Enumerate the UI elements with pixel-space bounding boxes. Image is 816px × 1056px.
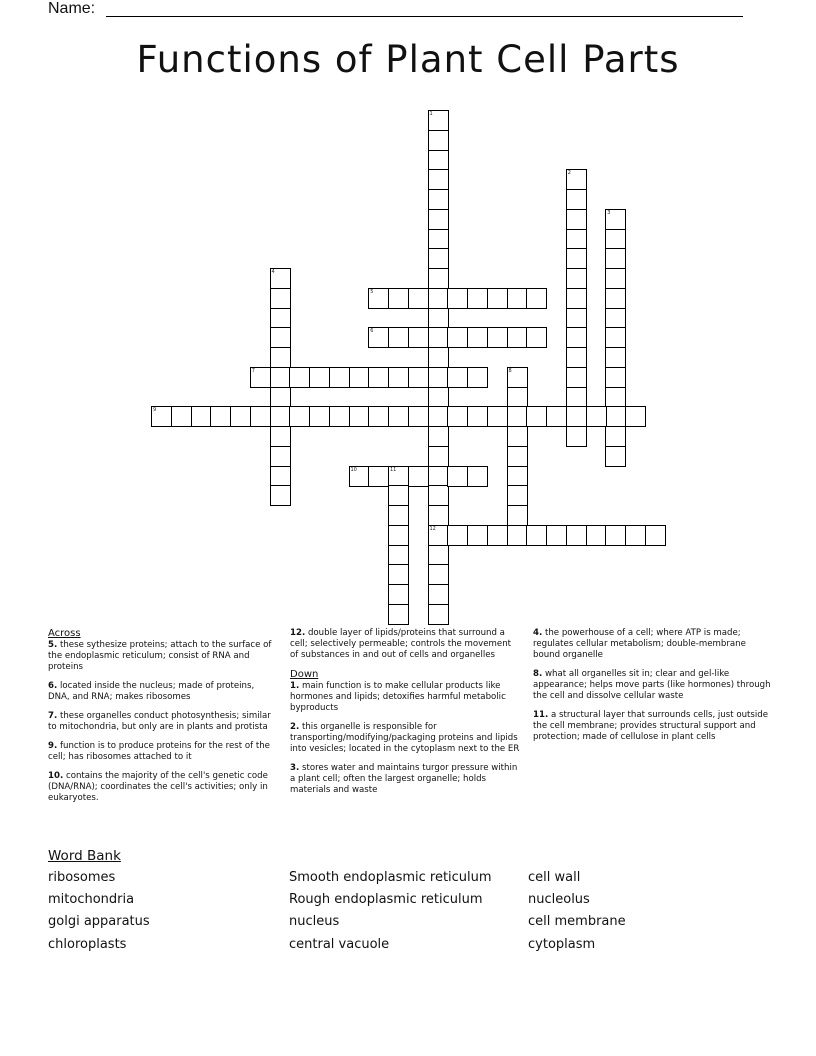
- crossword-cell[interactable]: [428, 189, 449, 210]
- word-bank-item: cytoplasm: [528, 937, 596, 952]
- crossword-cell[interactable]: [605, 525, 626, 546]
- across-heading: Across: [48, 628, 81, 639]
- crossword-cell[interactable]: [605, 367, 626, 388]
- crossword-cell[interactable]: [447, 525, 468, 546]
- clue-number-label: 4: [271, 269, 275, 275]
- crossword-cell[interactable]: [388, 505, 409, 526]
- crossword-cell[interactable]: [625, 406, 646, 427]
- clue-number-label: 8: [508, 367, 512, 374]
- crossword-cell[interactable]: [270, 485, 291, 506]
- crossword-cell[interactable]: [487, 327, 508, 348]
- crossword-cell[interactable]: [566, 189, 587, 210]
- crossword-cell[interactable]: [428, 268, 449, 289]
- crossword-cell[interactable]: [507, 387, 528, 408]
- crossword-cell[interactable]: [408, 367, 429, 388]
- crossword-cell[interactable]: [388, 604, 409, 625]
- crossword-cell[interactable]: [368, 288, 389, 309]
- crossword-cell[interactable]: [467, 327, 488, 348]
- crossword-cell[interactable]: [230, 406, 251, 427]
- clue-down-11: 11. a structural layer that surrounds cells, just outside the cell membrane; provides structural support and protection; made of cellulose in plant cells: [533, 710, 769, 742]
- crossword-cell[interactable]: [467, 525, 488, 546]
- crossword-cell[interactable]: [605, 446, 626, 467]
- crossword-cell[interactable]: [250, 406, 271, 427]
- crossword-cell[interactable]: [605, 268, 626, 289]
- crossword-cell[interactable]: [546, 525, 567, 546]
- crossword-cell[interactable]: [368, 406, 389, 427]
- word-bank-item: mitochondria: [48, 892, 135, 907]
- crossword-cell[interactable]: [309, 367, 330, 388]
- crossword-cell[interactable]: [408, 406, 429, 427]
- crossword-cell[interactable]: [447, 406, 468, 427]
- crossword-cell[interactable]: [507, 525, 528, 546]
- crossword-cell[interactable]: [191, 406, 212, 427]
- crossword-cell[interactable]: [329, 406, 350, 427]
- clues-column-3: [533, 628, 773, 751]
- crossword-cell[interactable]: [605, 387, 626, 408]
- word-bank-item: Smooth endoplasmic reticulum: [289, 870, 492, 885]
- crossword-cell[interactable]: [428, 584, 449, 605]
- crossword-cell[interactable]: [447, 466, 468, 487]
- clue-number-label: 2: [567, 170, 571, 177]
- clues-column-1: [48, 628, 276, 812]
- crossword-cell[interactable]: [605, 308, 626, 329]
- word-bank-item: golgi apparatus: [48, 914, 150, 929]
- crossword-cell[interactable]: [388, 466, 409, 487]
- crossword-cell[interactable]: [210, 406, 231, 427]
- clue-down-4: 4. the powerhouse of a cell; where ATP is made; regulates cellular metabolism; double-membrane bound organelle: [533, 628, 746, 660]
- crossword-cell[interactable]: [566, 426, 587, 447]
- crossword-cell[interactable]: [526, 327, 547, 348]
- crossword-cell[interactable]: [270, 347, 291, 368]
- crossword-cell[interactable]: [270, 426, 291, 447]
- crossword-cell[interactable]: [408, 327, 429, 348]
- crossword-cell[interactable]: [566, 248, 587, 269]
- clue-across-5: 5. these sythesize proteins; attach to the surface of the endoplasmic reticulum; consist of RNA and proteins: [48, 640, 272, 672]
- crossword-cell[interactable]: [487, 406, 508, 427]
- word-bank-item: nucleus: [289, 914, 340, 929]
- clue-number-label: 5: [370, 288, 374, 295]
- crossword-cell[interactable]: [566, 367, 587, 388]
- crossword-cell[interactable]: [368, 367, 389, 388]
- crossword-cell[interactable]: [526, 288, 547, 309]
- crossword-cell[interactable]: [605, 209, 626, 230]
- crossword-cell[interactable]: [507, 505, 528, 526]
- crossword-cell[interactable]: [605, 229, 626, 250]
- crossword-cell[interactable]: [605, 347, 626, 368]
- crossword-cell[interactable]: [428, 347, 449, 368]
- crossword-cell[interactable]: [467, 367, 488, 388]
- clue-number-label: 3: [607, 209, 611, 216]
- crossword-cell[interactable]: [566, 288, 587, 309]
- clue-across-10: 10. contains the majority of the cell's genetic code (DNA/RNA); coordinates the cell's activities; only in eukaryotes.: [48, 771, 268, 803]
- crossword-cell[interactable]: [428, 545, 449, 566]
- clue-number-label: 6: [370, 328, 374, 335]
- crossword-cell[interactable]: [566, 347, 587, 368]
- crossword-cell[interactable]: [428, 169, 449, 190]
- crossword-cell[interactable]: [368, 466, 389, 487]
- crossword-cell[interactable]: [388, 288, 409, 309]
- clue-number-label: 11: [390, 466, 397, 473]
- crossword-cell[interactable]: [566, 308, 587, 329]
- clue-down-3: 3. stores water and maintains turgor pressure within a plant cell; often the largest organelle; holds materials and waste: [290, 763, 518, 795]
- crossword-cell[interactable]: [388, 485, 409, 506]
- down-heading: Down: [290, 669, 319, 680]
- crossword-cell[interactable]: [388, 525, 409, 546]
- crossword-cell[interactable]: [349, 367, 370, 388]
- crossword-cell[interactable]: [349, 466, 370, 487]
- crossword-cell[interactable]: [566, 387, 587, 408]
- crossword-cell[interactable]: [566, 209, 587, 230]
- crossword-cell[interactable]: [428, 426, 449, 447]
- crossword-cell[interactable]: [408, 466, 429, 487]
- word-bank-item: ribosomes: [48, 870, 116, 885]
- crossword-cell[interactable]: [586, 525, 607, 546]
- clue-down-2: 2. this organelle is responsible for transporting/modifying/packaging proteins and lipids into vesicles; located in the cytoplasm next to the ER: [290, 722, 520, 754]
- crossword-cell[interactable]: [270, 288, 291, 309]
- crossword-cell[interactable]: [507, 466, 528, 487]
- crossword-cell[interactable]: [270, 446, 291, 467]
- clue-across-9: 9. function is to produce proteins for the rest of the cell; has ribosomes attached to it: [48, 741, 270, 762]
- crossword-cell[interactable]: [270, 308, 291, 329]
- word-bank-title: Word Bank: [48, 848, 121, 864]
- crossword-cell[interactable]: [605, 327, 626, 348]
- crossword-cell[interactable]: [566, 525, 587, 546]
- crossword-cell[interactable]: [428, 485, 449, 506]
- crossword-cell[interactable]: [289, 367, 310, 388]
- crossword-cell[interactable]: [566, 229, 587, 250]
- crossword-cell[interactable]: [507, 327, 528, 348]
- crossword-cell[interactable]: [566, 268, 587, 289]
- crossword-cell[interactable]: [388, 545, 409, 566]
- clue-across-12: 12. double layer of lipids/proteins that surround a cell; selectively permeable; controls the movement of substances in and out of cells and organelles: [290, 628, 512, 660]
- crossword-cell[interactable]: [526, 525, 547, 546]
- crossword-cell[interactable]: [428, 604, 449, 625]
- crossword-cell[interactable]: [428, 505, 449, 526]
- crossword-cell[interactable]: [171, 406, 192, 427]
- crossword-cell[interactable]: [428, 130, 449, 151]
- crossword-cell[interactable]: [329, 367, 350, 388]
- crossword-cell[interactable]: [289, 406, 310, 427]
- crossword-cell[interactable]: [447, 367, 468, 388]
- crossword-cell[interactable]: [270, 406, 291, 427]
- crossword-cell[interactable]: [250, 367, 271, 388]
- word-bank-item: Rough endoplasmic reticulum: [289, 892, 483, 907]
- crossword-cell[interactable]: [447, 288, 468, 309]
- crossword-cell[interactable]: [388, 584, 409, 605]
- crossword-cell[interactable]: [270, 327, 291, 348]
- page-title: Functions of Plant Cell Parts: [136, 38, 680, 81]
- crossword-cell[interactable]: [428, 150, 449, 171]
- crossword-cell[interactable]: [467, 466, 488, 487]
- crossword-cell[interactable]: [507, 288, 528, 309]
- clue-number-label: 10: [350, 466, 357, 473]
- crossword-cell[interactable]: [388, 406, 409, 427]
- crossword-cell[interactable]: [428, 564, 449, 585]
- crossword-cell[interactable]: [349, 406, 370, 427]
- crossword-cell[interactable]: [428, 525, 449, 546]
- crossword-cell[interactable]: [270, 367, 291, 388]
- crossword-cell[interactable]: [566, 169, 587, 190]
- crossword-cell[interactable]: [645, 525, 666, 546]
- crossword-cell[interactable]: [605, 406, 626, 427]
- crossword-cell[interactable]: [507, 426, 528, 447]
- crossword-cell[interactable]: [428, 209, 449, 230]
- clues-column-2: [290, 628, 520, 804]
- crossword-cell[interactable]: [309, 406, 330, 427]
- crossword-cell[interactable]: [428, 308, 449, 329]
- crossword-cell[interactable]: [586, 406, 607, 427]
- crossword-cell[interactable]: [388, 327, 409, 348]
- crossword-cell[interactable]: [546, 406, 567, 427]
- crossword-cell[interactable]: [428, 288, 449, 309]
- crossword-cell[interactable]: [408, 288, 429, 309]
- clue-number-label: 9: [153, 407, 157, 414]
- crossword-cell[interactable]: [428, 110, 449, 131]
- word-bank-item: nucleolus: [528, 892, 590, 907]
- crossword-cell[interactable]: [487, 525, 508, 546]
- crossword-cell[interactable]: [270, 387, 291, 408]
- word-bank-item: cell membrane: [528, 914, 626, 929]
- clue-across-7: 7. these organelles conduct photosynthesis; similar to mitochondria, but only are in plants and protista: [48, 711, 271, 732]
- crossword-cell[interactable]: [467, 406, 488, 427]
- crossword-cell[interactable]: [428, 367, 449, 388]
- crossword-cell[interactable]: [428, 466, 449, 487]
- crossword-cell[interactable]: [428, 248, 449, 269]
- crossword-cell[interactable]: [270, 268, 291, 289]
- crossword-cell[interactable]: [151, 406, 172, 427]
- word-bank-item: cell wall: [528, 870, 581, 885]
- crossword-cell[interactable]: [566, 406, 587, 427]
- clue-across-6: 6. located inside the nucleus; made of proteins, DNA, and RNA; makes ribosomes: [48, 681, 255, 702]
- crossword-cell[interactable]: [507, 446, 528, 467]
- crossword-cell[interactable]: [368, 327, 389, 348]
- crossword-cell[interactable]: [605, 426, 626, 447]
- clue-number-label: 7: [251, 367, 255, 374]
- word-bank-item: central vacuole: [289, 937, 390, 952]
- crossword-cell[interactable]: [507, 406, 528, 427]
- clue-down-8: 8. what all organelles sit in; clear and gel-like appearance; helps move parts (like hormones) through the cell and dissolve cellular waste: [533, 669, 771, 701]
- crossword-cell[interactable]: [428, 446, 449, 467]
- crossword-cell[interactable]: [507, 367, 528, 388]
- crossword-cell[interactable]: [447, 327, 468, 348]
- clue-number-label: 12: [429, 525, 436, 532]
- crossword-cell[interactable]: [566, 327, 587, 348]
- name-label: Name:: [48, 0, 96, 17]
- crossword-cell[interactable]: [625, 525, 646, 546]
- crossword-cell[interactable]: [467, 288, 488, 309]
- crossword-cell[interactable]: [428, 406, 449, 427]
- word-bank-item: chloroplasts: [48, 937, 127, 952]
- crossword-cell[interactable]: [605, 288, 626, 309]
- crossword-cell[interactable]: [605, 248, 626, 269]
- crossword-cell[interactable]: [428, 387, 449, 408]
- crossword-cell[interactable]: [270, 466, 291, 487]
- crossword-cell[interactable]: [507, 485, 528, 506]
- clue-number-label: 1: [429, 111, 433, 117]
- crossword-cell[interactable]: [388, 367, 409, 388]
- crossword-cell[interactable]: [526, 406, 547, 427]
- crossword-cell[interactable]: [388, 564, 409, 585]
- crossword-cell[interactable]: [428, 327, 449, 348]
- crossword-cell[interactable]: [428, 229, 449, 250]
- crossword-cell[interactable]: [487, 288, 508, 309]
- clue-down-1: 1. main function is to make cellular products like hormones and lipids; detoxifies harmful metabolic byproducts: [290, 681, 506, 713]
